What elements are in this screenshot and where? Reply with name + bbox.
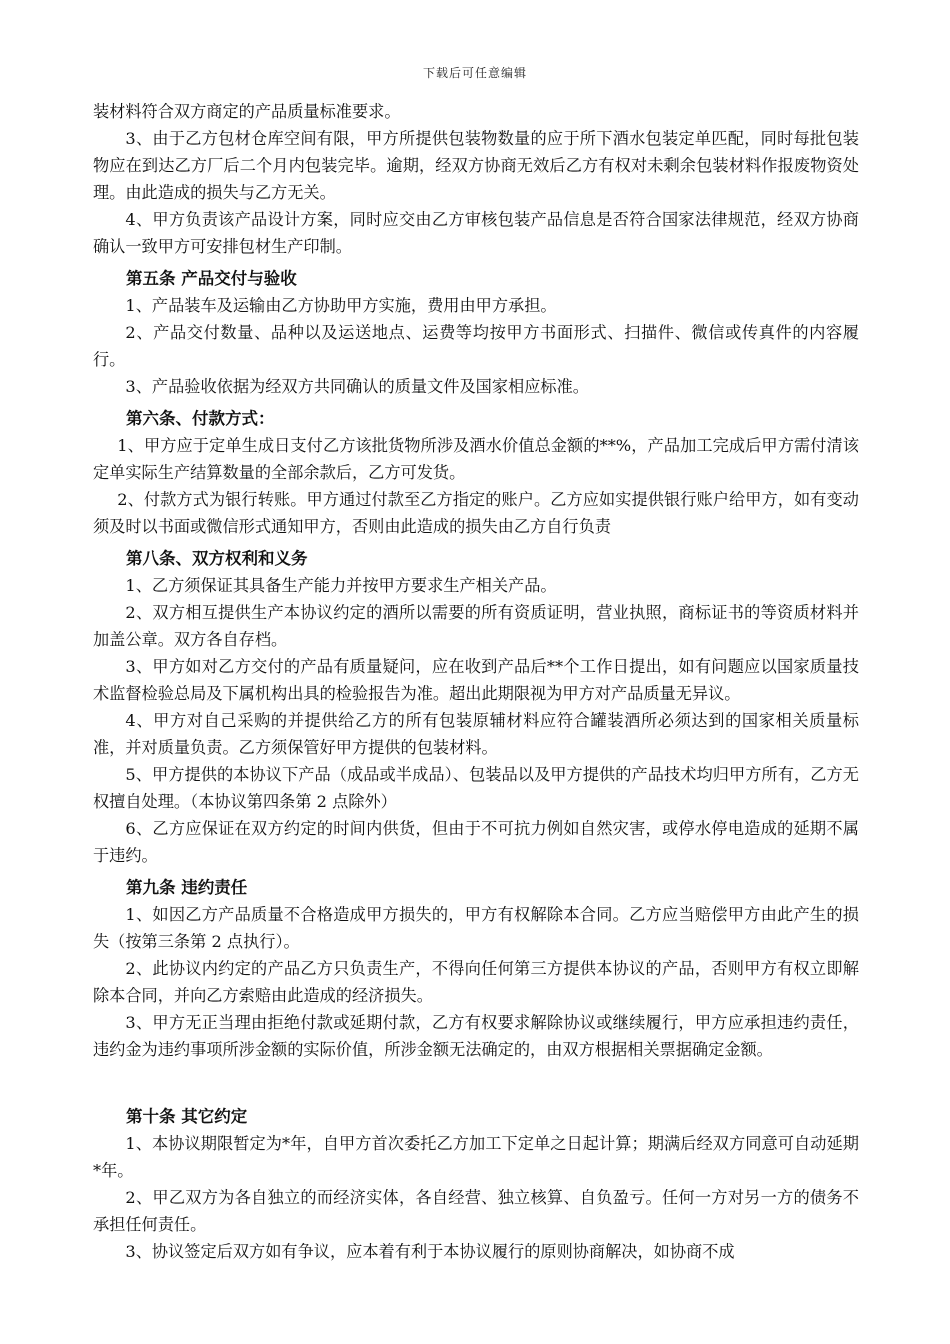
paragraph: 1、甲方应于定单生成日支付乙方该批货物所涉及酒水价值总金额的**%，产品加工完成后甲方需付清该定单实际生产结算数量的全部余款后，乙方可发货。: [93, 436, 859, 482]
paragraph: 1、乙方须保证其具备生产能力并按甲方要求生产相关产品。: [125, 576, 557, 595]
paragraph: 3、由于乙方包材仓库空间有限，甲方所提供包装物数量的应于所下酒水包装定单匹配，同时每批包装物应在到达乙方厂后二个月内包装完毕。逾期，经双方协商无效后乙方有权对未剩余包装材料作报废物资处理。由此造成的损失与乙方无关。: [93, 129, 859, 202]
paragraph: 3、甲方无正当理由拒绝付款或延期付款，乙方有权要求解除协议或继续履行，甲方应承担违约责任，违约金为违约事项所涉金额的实际价值，所涉金额无法确定的，由双方根据相关票据确定金额。: [93, 1013, 859, 1059]
paragraph: 4、甲方负责该产品设计方案，同时应交由乙方审核包装产品信息是否符合国家法律规范，经双方协商确认一致甲方可安排包材生产印制。: [93, 210, 859, 256]
page-header: 下载后可任意编辑: [422, 66, 527, 80]
paragraph: 2、此协议内约定的产品乙方只负责生产，不得向任何第三方提供本协议的产品，否则甲方有权立即解除本合同，并向乙方索赔由此造成的经济损失。: [93, 959, 859, 1005]
paragraph: 1、本协议期限暂定为*年，自甲方首次委托乙方加工下定单之日起计算；期满后经双方同意可自动延期*年。: [93, 1134, 859, 1180]
section-heading: 第十条 其它约定: [126, 1107, 248, 1126]
paragraph: 3、协议签定后双方如有争议，应本着有利于本协议履行的原则协商解决，如协商不成: [125, 1242, 735, 1261]
paragraph: 2、双方相互提供生产本协议约定的酒所以需要的所有资质证明，营业执照，商标证书的等资质材料并加盖公章。双方各自存档。: [93, 603, 859, 649]
section-heading: 第六条、付款方式：: [126, 409, 275, 428]
section-heading: 第八条、双方权利和义务: [126, 549, 308, 568]
paragraph: 4、甲方对自己采购的并提供给乙方的所有包装原辅材料应符合罐装酒所必须达到的国家相关质量标准，并对质量负责。乙方须保管好甲方提供的包装材料。: [93, 711, 859, 757]
paragraph: 3、产品验收依据为经双方共同确认的质量文件及国家相应标准。: [125, 377, 589, 396]
paragraph: 2、产品交付数量、品种以及运送地点、运费等均按甲方书面形式、扫描件、微信或传真件的内容履行。: [93, 323, 859, 369]
paragraph: 5、甲方提供的本协议下产品（成品或半成品）、包装品以及甲方提供的产品技术均归甲方所有，乙方无权擅自处理。（本协议第四条第 2 点除外）: [93, 765, 859, 811]
paragraph: 1、产品装车及运输由乙方协助甲方实施，费用由甲方承担。: [125, 296, 557, 315]
paragraph: 装材料符合双方商定的产品质量标准要求。: [93, 102, 401, 121]
paragraph: 1、如因乙方产品质量不合格造成甲方损失的，甲方有权解除本合同。乙方应当赔偿甲方由此产生的损失（按第三条第 2 点执行）。: [93, 905, 859, 951]
paragraph: 2、付款方式为银行转账。甲方通过付款至乙方指定的账户。乙方应如实提供银行账户给甲方，如有变动须及时以书面或微信形式通知甲方，否则由此造成的损失由乙方自行负责: [93, 490, 859, 536]
paragraph: 6、乙方应保证在双方约定的时间内供货，但由于不可抗力例如自然灾害，或停水停电造成的延期不属于违约。: [93, 819, 859, 865]
paragraph: 3、甲方如对乙方交付的产品有质量疑问，应在收到产品后**个工作日提出，如有问题应以国家质量技术监督检验总局及下属机构出具的检验报告为准。超出此期限视为甲方对产品质量无异议。: [93, 657, 859, 703]
paragraph: 2、甲乙双方为各自独立的而经济实体，各自经营、独立核算、自负盈亏。任何一方对另一方的债务不承担任何责任。: [93, 1188, 859, 1234]
section-heading: 第五条 产品交付与验收: [126, 269, 297, 288]
document-body: [93, 98, 859, 1265]
section-heading: 第九条 违约责任: [126, 878, 248, 897]
